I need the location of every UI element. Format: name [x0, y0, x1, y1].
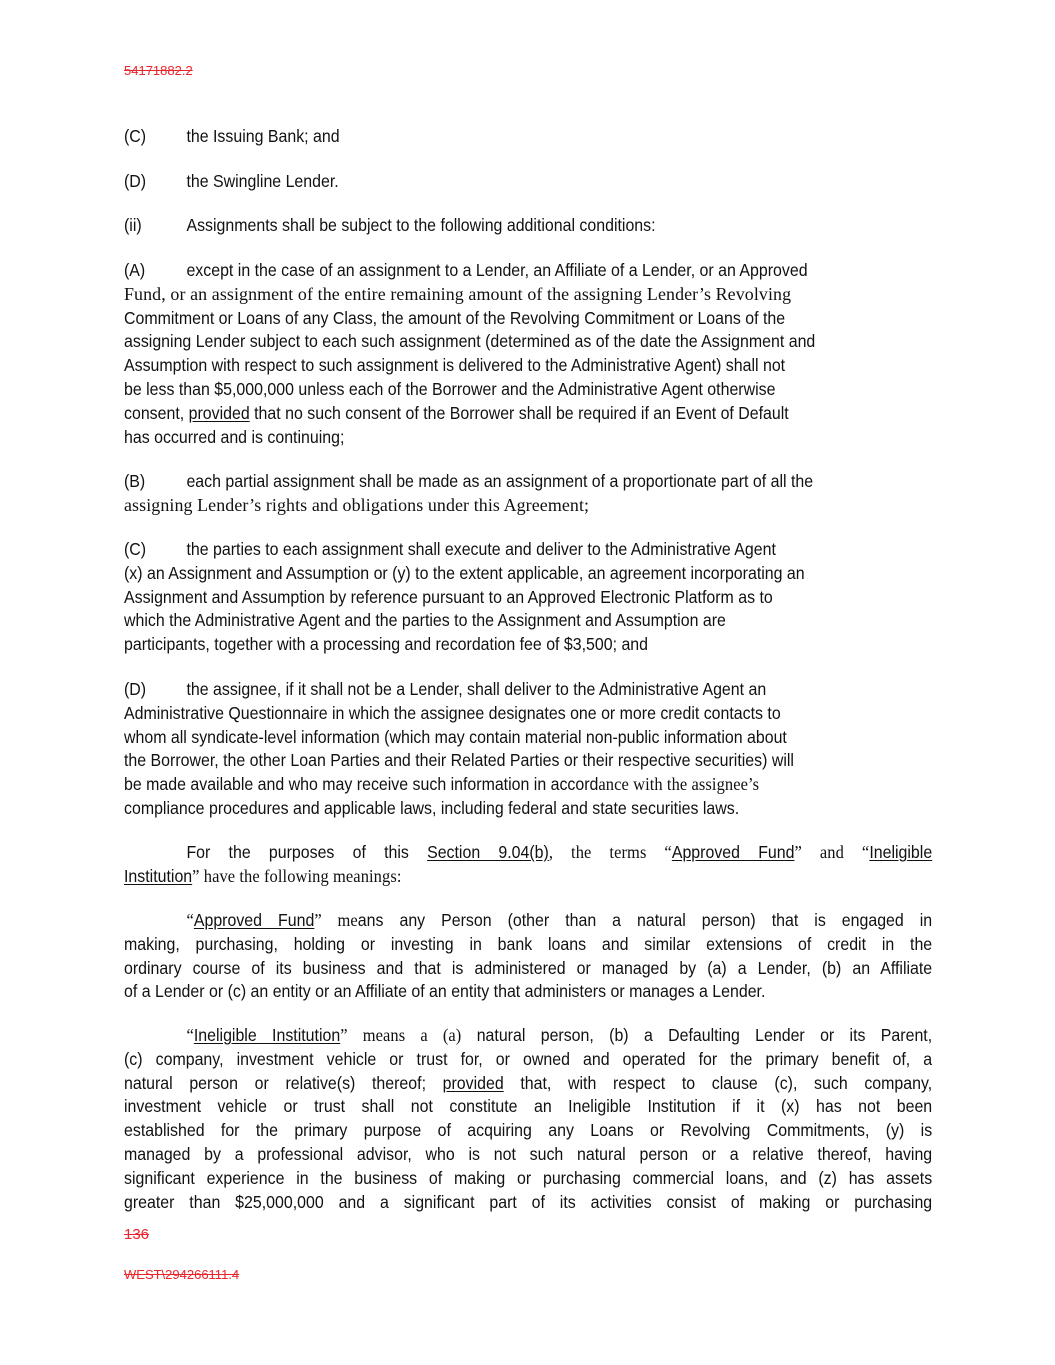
clause-text-line: the parties to each assignment shall execute and deliver to the Administrative Agent: [186, 539, 776, 559]
clause-text-line: the assignee, if it shall not be a Lender, shall deliver to the Administrative Agent an: [186, 679, 767, 699]
item-label: (ii): [124, 215, 142, 235]
clause-text: consent,: [124, 402, 189, 423]
clause-text-line: except in the case of an assignment to a Lender, an Affiliate of a Lender, or an Approved: [186, 260, 808, 280]
clause-text-line: compliance procedures and applicable laws, including federal and state securities laws.: [124, 797, 740, 818]
definition-text-line: (c) company, investment vehicle or trust for, or owned and operated for the primary benefit of, a: [124, 1048, 933, 1069]
definition-text: natural person or relative(s) thereof;: [124, 1072, 443, 1093]
clause-label: (A): [124, 260, 146, 280]
document-id-deleted: 54171882.2: [124, 63, 193, 78]
definition-text: ans any Person (other than a natural person) that is engaged in: [357, 910, 933, 930]
quote-mark: “: [186, 1025, 194, 1045]
definition-text-line: managed by a professional advisor, who is not such natural person or a relative thereof, having: [124, 1143, 933, 1164]
definition-text-line: significant experience in the business of making or purchasing commercial loans, and (z) has assets: [124, 1167, 933, 1188]
section-reference: Section 9.04(b): [427, 842, 549, 862]
clause-text-line: has occurred and is continuing;: [124, 426, 345, 447]
provided-term: provided: [442, 1072, 504, 1093]
defined-term: Ineligible Institution: [193, 1025, 341, 1045]
clause-text-line: which the Administrative Agent and the parties to the Assignment and Assumption are: [124, 610, 726, 631]
definition-text-line: making, purchasing, holding or investing in bank loans and similar extensions of credit in the: [124, 933, 933, 954]
intro-text: ” and “: [794, 842, 870, 862]
clause-text-line: Fund, or an assignment of the entire remaining amount of the assigning Lender’s Revolving: [124, 283, 792, 304]
definition-text-line: of a Lender or (c) an entity or an Affiliate of an entity that administers or manages a Lender.: [124, 981, 766, 1002]
defined-term-approved-fund: Approved Fund: [671, 842, 795, 862]
clause-text-line: Assumption with respect to such assignment is delivered to the Administrative Agent) shall not: [124, 355, 786, 376]
intro-text: , the terms “: [548, 842, 672, 862]
definition-text: ” me: [314, 910, 358, 930]
clause-text-line: participants, together with a processing and recordation fee of $3,500; and: [124, 634, 649, 655]
quote-mark: “: [186, 910, 194, 930]
definition-text: ” means a (a): [340, 1025, 462, 1045]
definition-text: that, with respect to clause (c), such company,: [503, 1072, 933, 1093]
clause-text-line: assigning Lender’s rights and obligations under this Agreement;: [124, 494, 590, 515]
intro-text: For the purposes of this: [186, 842, 428, 862]
clause-label: (D): [124, 679, 147, 699]
definition-text-line: established for the primary purpose of acquiring any Loans or Revolving Commitments, (y) is: [124, 1120, 933, 1141]
definition-ineligible-institution: [124, 1024, 932, 1214]
list-item-c-issuing-bank: [124, 125, 932, 149]
definition-text-line: greater than $25,000,000 and a significant part of its activities consist of making or purchasing: [124, 1191, 933, 1212]
clause-d: [124, 678, 932, 821]
page-number-deleted: 136: [124, 1226, 150, 1243]
item-text: the Issuing Bank; and: [186, 126, 340, 146]
provided-term: provided: [188, 402, 250, 423]
clause-text-line: whom all syndicate-level information (which may contain material non-public information about: [124, 726, 787, 747]
clause-a: [124, 259, 932, 449]
item-text: the Swingline Lender.: [186, 171, 339, 191]
clause-text: that no such consent of the Borrower shall be required if an Event of Default: [249, 402, 789, 423]
clause-text-line: Assignment and Assumption by reference pursuant to an Approved Electronic Platform as to: [124, 586, 773, 607]
clause-text: be made available and who may receive such information in accord: [124, 774, 599, 795]
clause-c: [124, 538, 932, 657]
item-label: (C): [124, 126, 147, 146]
footer-document-ref-deleted: WEST\294266111.4: [124, 1267, 240, 1282]
clause-text-line: the Borrower, the other Loan Parties and their Related Parties or their respective securities) will: [124, 750, 794, 771]
defined-term-institution: Institution: [124, 865, 193, 886]
clause-text-line: assigning Lender subject to each such assignment (determined as of the date the Assignment and: [124, 331, 816, 352]
definition-text-line: investment vehicle or trust shall not constitute an Ineligible Institution if it (x) has not been: [124, 1096, 933, 1117]
definition-text: natural person, (b) a Defaulting Lender or its Parent,: [461, 1025, 933, 1045]
definitions-intro: [124, 841, 932, 889]
clause-text-line: be less than $5,000,000 unless each of the Borrower and the Administrative Agent otherwise: [124, 378, 776, 399]
defined-term-ineligible: Ineligible: [869, 842, 933, 862]
item-label: (D): [124, 171, 147, 191]
clause-text-line: (x) an Assignment and Assumption or (y) to the extent applicable, an agreement incorporating an: [124, 562, 805, 583]
definition-text-line: ordinary course of its business and that is administered or managed by (a) a Lender, (b) an Affiliate: [124, 957, 933, 978]
intro-text: ” have the following meanings:: [192, 865, 402, 886]
defined-term: Approved Fund: [193, 910, 315, 930]
list-item-ii-conditions: [124, 214, 932, 238]
definition-approved-fund: [124, 909, 932, 1004]
list-item-d-swingline-lender: [124, 170, 932, 194]
clause-b: [124, 470, 932, 518]
clause-text-line: each partial assignment shall be made as an assignment of a proportionate part of all the: [186, 471, 814, 491]
clause-label: (C): [124, 539, 147, 559]
clause-label: (B): [124, 471, 146, 491]
clause-text-line: Commitment or Loans of any Class, the amount of the Revolving Commitment or Loans of the: [124, 307, 786, 328]
clause-text-line: Administrative Questionnaire in which the assignee designates one or more credit contacts to: [124, 702, 781, 723]
clause-text: ance with the assignee’s: [598, 774, 760, 795]
item-text: Assignments shall be subject to the following additional conditions:: [186, 215, 656, 235]
